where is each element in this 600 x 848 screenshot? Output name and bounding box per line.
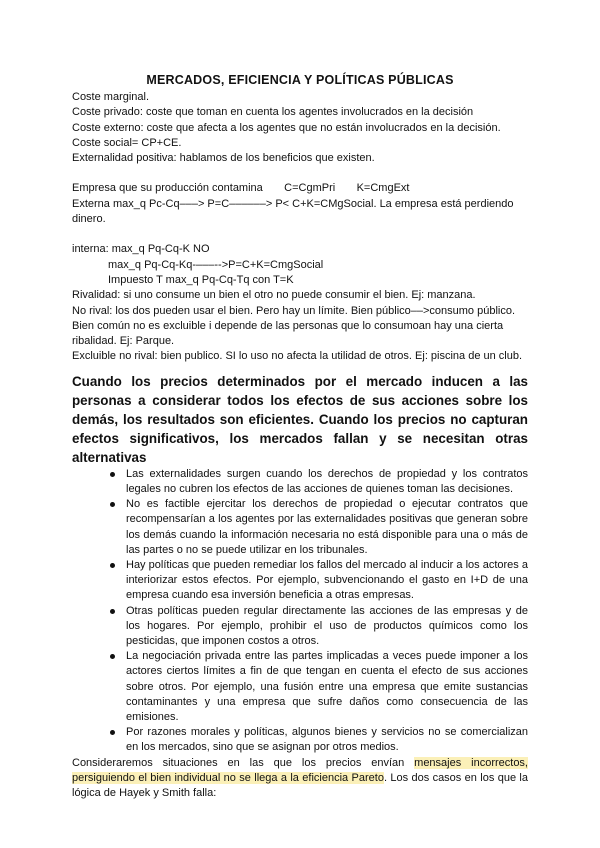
text-line: max_q Pq-Cq-Kq-–––-->P=C+K=CmgSocial [108, 258, 324, 271]
cost-definitions [72, 90, 528, 166]
bullet-icon [110, 472, 115, 477]
text-line: Coste externo: coste que afecta a los agentes que no están involucrados en la decisión. [72, 121, 501, 134]
text-line: Bien común no es excluible i depende de las personas que lo consumoan hay una cierta ribalidad. Ej: Parque. [72, 319, 504, 348]
bullet-icon [110, 730, 115, 735]
text-line: Externalidad positiva: hablamos de los beneficios que existen. [72, 152, 375, 165]
text-line: Impuesto T max_q Pq-Cq-Tq con T=K [108, 273, 294, 286]
list-item: No es factible ejercitar los derechos de propiedad o ejecutar contratos que recompensarían a los agentes por las externalidades positivas que generan sobre los demás cuando la información necesaria no está disponible para una o más de las partes o no se puede utilizar en los tribunales. [110, 497, 528, 558]
document-page [72, 72, 528, 802]
external-cost-example [72, 181, 528, 227]
text-line: Coste social= CP+CE. [72, 136, 182, 149]
text-line: Coste marginal. [72, 91, 150, 103]
text-line: Excluible no rival: bien publico. SI lo uso no afecta la utilidad de otros. Ej: piscina de un club. [72, 350, 523, 363]
bullet-icon [110, 654, 115, 659]
list-item: Hay políticas que pueden remediar los fallos del mercado al inducir a los actores a interiorizar estos efectos. Por ejemplo, subvencionando el gasto en I+D de una empresa cuando esa inversión beneficia a otras empresas. [110, 558, 528, 604]
bullet-icon [110, 563, 115, 568]
key-statement: Cuando los precios determinados por el mercado inducen a las personas a considerar todos los efectos de sus acciones sobre los demás, los resultados son eficientes. Cuando los precios no capturan efectos significativos, los mercados fallan y se necesitan otras alternativas [72, 373, 528, 465]
list-item: Por razones morales y políticas, algunos bienes y servicios no se comercializan en los mercados, sino que se asignan por otros medios. [110, 725, 528, 755]
bullet-list [72, 467, 528, 756]
bullet-icon [110, 502, 115, 507]
text-line: Coste privado: coste que toman en cuenta los agentes involucrados en la decisión [72, 106, 474, 119]
internal-cost-example [72, 242, 528, 364]
list-item: Otras políticas pueden regular directamente las acciones de las empresas y de los hogares. Por ejemplo, prohibir el uso de productos químicos como los pesticidas, que imponen costos a otros. [110, 604, 528, 650]
text-line: Rivalidad: si uno consume un bien el otro no puede consumir el bien. Ej: manzana. [72, 289, 476, 302]
text-line: Empresa que su producción contamina C=CgmPri K=CmgExt [72, 182, 410, 195]
text-line: Externa max_q Pc-Cq–––> P=C––––––> P< C+K=CMgSocial. La empresa está perdiendo dinero. [72, 197, 514, 226]
list-item: La negociación privada entre las partes implicadas a veces puede imponer a los actores ciertos límites a fin de que tengan en cuenta el efecto de sus acciones sobre otros. Por ejemplo, una fusión entre una empresa que emite sustancias contaminantes y una empresa que sufre daños como consecuencia de las emisiones. [110, 649, 528, 725]
text-line: No rival: los dos pueden usar el bien. Pero hay un límite. Bien público––>consumo público. [72, 304, 516, 317]
text-line: interna: max_q Pq-Cq-K NO [72, 243, 210, 256]
page-title: MERCADOS, EFICIENCIA Y POLÍTICAS PÚBLICAS [146, 73, 454, 87]
highlighted-text: mensajes incorrectos, persiguiendo el bien individual no se llega a la eficiencia Pareto [72, 756, 528, 785]
closing-paragraph: Consideraremos situaciones en las que los precios envían mensajes incorrectos, persiguiendo el bien individual no se llega a la eficiencia Pareto. Los dos casos en los que la lógica de Hayek y Smith falla: [72, 756, 528, 800]
list-item: Las externalidades surgen cuando los derechos de propiedad y los contratos legales no cubren los efectos de las acciones de quienes toman las decisiones. [110, 467, 528, 497]
bullet-icon [110, 609, 115, 614]
